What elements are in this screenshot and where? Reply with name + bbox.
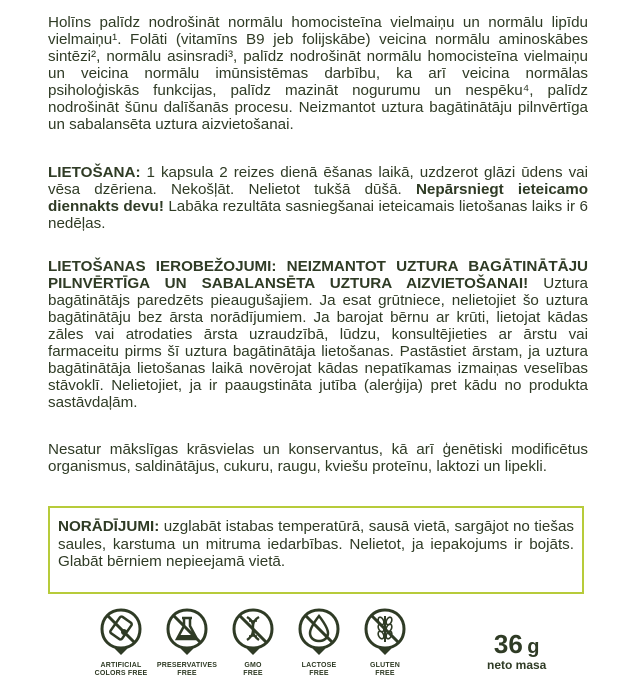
usage-label: LIETOŠANA: [48,164,141,181]
usage-warning: Nepārsniegt ieteicamo diennakts devu! [48,181,588,215]
free-from-paragraph [48,441,588,475]
lactose-free-icon [298,608,340,656]
usage-paragraph [48,164,588,232]
intro-text: Holīns palīdz nodrošināt normālu homocisteīna vielmaiņu un normālu lipīdu vielmaiņu¹. Folāti (vitamīns B9 jeb folijskābe) veicina normālu aminoskābes sintēzi², normālu asinsradi³, palīdz nodrošināt normālu homocisteīna vielmaiņu un veicina normālu imūnsistēmas darbību, ka arī veicina normālas psiholoģiskās funkcijas, palīdz mazināt nogurumu un nespēku⁴, palīdz nodrošināt šūnu dalīšanās procesu. Neizmantot uztura bagātinātāju pilnvērtīga un sabalansēta uztura aizvietošanai. [48,14,588,133]
gmo-free-icon [232,608,274,656]
gluten-free-icon [364,608,406,656]
net-weight-unit: g [527,636,540,658]
net-weight [487,630,546,671]
badge-gluten [354,608,416,678]
badge-preservatives [156,608,218,678]
free-from-badges [90,608,420,688]
storage-notes-box [48,506,584,594]
badge-artificial-colors [90,608,152,678]
usage-text: 1 kapsula 2 reizes dienā ēšanas laikā, uzdzerot glāzi ūdens vai vēsa dzēriena. Nekošļāt. Nelietot tukšā dūšā. [48,164,588,198]
badge-lactose [288,608,350,678]
usage-text-2: Labāka rezultāta sasniegšanai ieteicamais lietošanas laiks ir 6 nedēļas. [48,198,588,232]
notes-text: uzglabāt istabas temperatūrā, sausā vietā, sargājot no tiešas saules, karstuma un mitruma iedarbības. Nelietot, ja iepakojums ir bojāts. Glabāt bērniem nepieejamā vietā. [58,518,574,570]
restrictions-text: Uztura bagātinātājs paredzēts pieaugušajiem. Ja esat grūtniece, nelietojiet šo uztura bagātinātāju bez ārsta norādījumiem. Ja barojat bērnu ar krūti, lietojat kādas zāles vai atrodaties ārsta uzraudzībā, lūdzu, konsultējieties ar ārstu vai farmaceitu pirms šī uztura bagātinātāja lietošanas. Pastāstiet ārstam, ja uztura bagātinātāja lietošanas laikā novērojat kādas nepatīkamas izmaiņas veselības stāvoklī. Nelietojiet, ja ir paaugstināta jutība (alerģija) pret kādu no produkta sastāvdaļām. [48,275,589,411]
restrictions-label: LIETOŠANAS IEROBEŽOJUMI: NEIZMANTOT UZTURA BAGĀTINĀTĀJU PILNVĒRTĪGA UN SABALANSĒTA UZTURA AIZVIETOŠANAI! [48,258,588,292]
restrictions-paragraph [48,258,588,411]
badge-gmo [222,608,284,678]
badge-caption: LACTOSE FREE [301,662,337,677]
free-from-text: Nesatur mākslīgas krāsvielas un konservantus, kā arī ģenētiski modificētus organismus, saldinātājus, cukuru, raugu, kviešu proteīnu, laktozi un lipekli. [48,441,588,475]
net-weight-value: 36 [493,629,523,659]
notes-label: NORĀDĪJUMI: [58,518,160,535]
badge-caption: ARTIFICIAL COLORS FREE [94,662,148,677]
intro-paragraph [48,14,588,133]
artificial-colors-free-icon [100,608,142,656]
badge-caption: GLUTEN FREE [370,662,400,677]
badge-caption: PRESERVATIVES FREE [156,662,218,677]
storage-notes [58,518,574,571]
preservatives-free-icon [166,608,208,656]
net-weight-label: neto masa [487,658,547,672]
badge-caption: GMO FREE [243,662,263,677]
